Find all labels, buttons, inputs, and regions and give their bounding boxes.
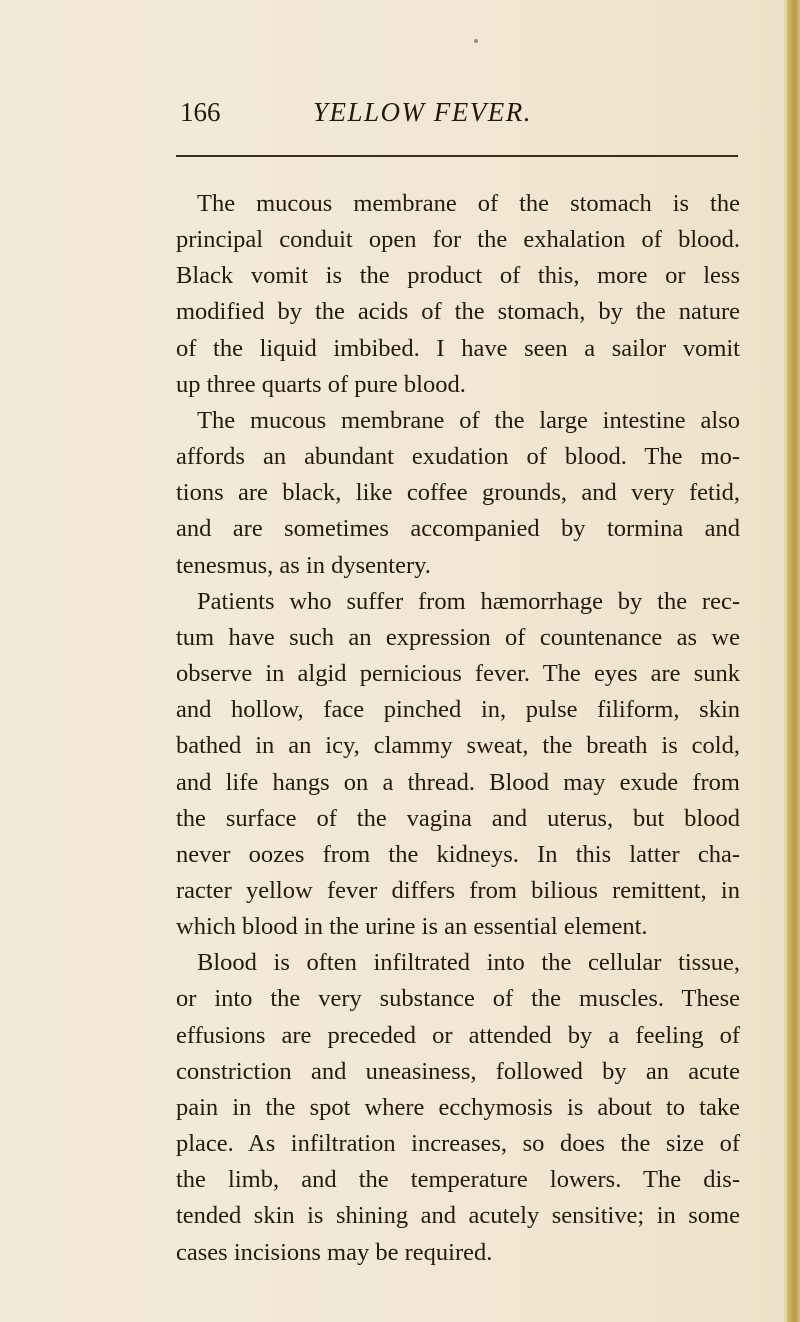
text-line: The mucous membrane of the large intestine also (197, 406, 740, 434)
text-line: affords an abundant exudation of blood. The mo- (176, 443, 740, 471)
text-line: the limb, and the temperature lowers. The dis- (176, 1166, 740, 1194)
text-line: bathed in an icy, clammy sweat, the breath is cold, (176, 732, 740, 760)
text-line: pain in the spot where ecchymosis is about to take (176, 1093, 740, 1121)
text-line: never oozes from the kidneys. In this latter cha- (176, 840, 740, 868)
text-line: and are sometimes accompanied by tormina and (176, 515, 740, 543)
text-line: tions are black, like coffee grounds, and very fetid, (176, 479, 740, 507)
text-line: which blood in the urine is an essential element. (176, 913, 648, 941)
print-speck (474, 39, 478, 43)
text-line: Black vomit is the product of this, more or less (176, 262, 740, 290)
body-text (176, 186, 740, 1271)
text-line: of the liquid imbibed. I have seen a sailor vomit (176, 334, 740, 362)
text-line: place. As infiltration increases, so does the size of (176, 1130, 740, 1158)
text-line: Blood is often infiltrated into the cellular tissue, (197, 949, 740, 977)
text-line: racter yellow fever differs from bilious remittent, in (176, 876, 740, 904)
header-rule (176, 155, 738, 157)
text-line: tended skin is shining and acutely sensitive; in some (176, 1202, 740, 1230)
text-line: effusions are preceded or attended by a feeling of (176, 1021, 740, 1049)
text-line: cases incisions may be required. (176, 1238, 493, 1266)
page-edge (784, 0, 800, 1322)
text-line: The mucous membrane of the stomach is the (197, 190, 740, 217)
text-line: tenesmus, as in dysentery. (176, 551, 431, 579)
text-line: and hollow, face pinched in, pulse filiform, skin (176, 696, 740, 724)
text-line: tum have such an expression of countenance as we (176, 623, 740, 651)
text-line: the surface of the vagina and uterus, but blood (176, 804, 740, 832)
text-line: or into the very substance of the muscles. These (176, 985, 740, 1013)
text-line: constriction and uneasiness, followed by an acute (176, 1057, 740, 1085)
text-line: modified by the acids of the stomach, by the nature (176, 298, 740, 326)
text-line: and life hangs on a thread. Blood may exude from (176, 768, 740, 796)
page-number: 166 (180, 97, 221, 127)
text-line: up three quarts of pure blood. (176, 370, 466, 398)
running-head: YELLOW FEVER. (313, 97, 532, 127)
text-line: observe in algid pernicious fever. The eyes are sunk (176, 660, 740, 688)
text-line: principal conduit open for the exhalation of blood. (176, 226, 740, 254)
page-header (180, 97, 740, 137)
text-line: Patients who suffer from hæmorrhage by the rec- (197, 587, 740, 615)
